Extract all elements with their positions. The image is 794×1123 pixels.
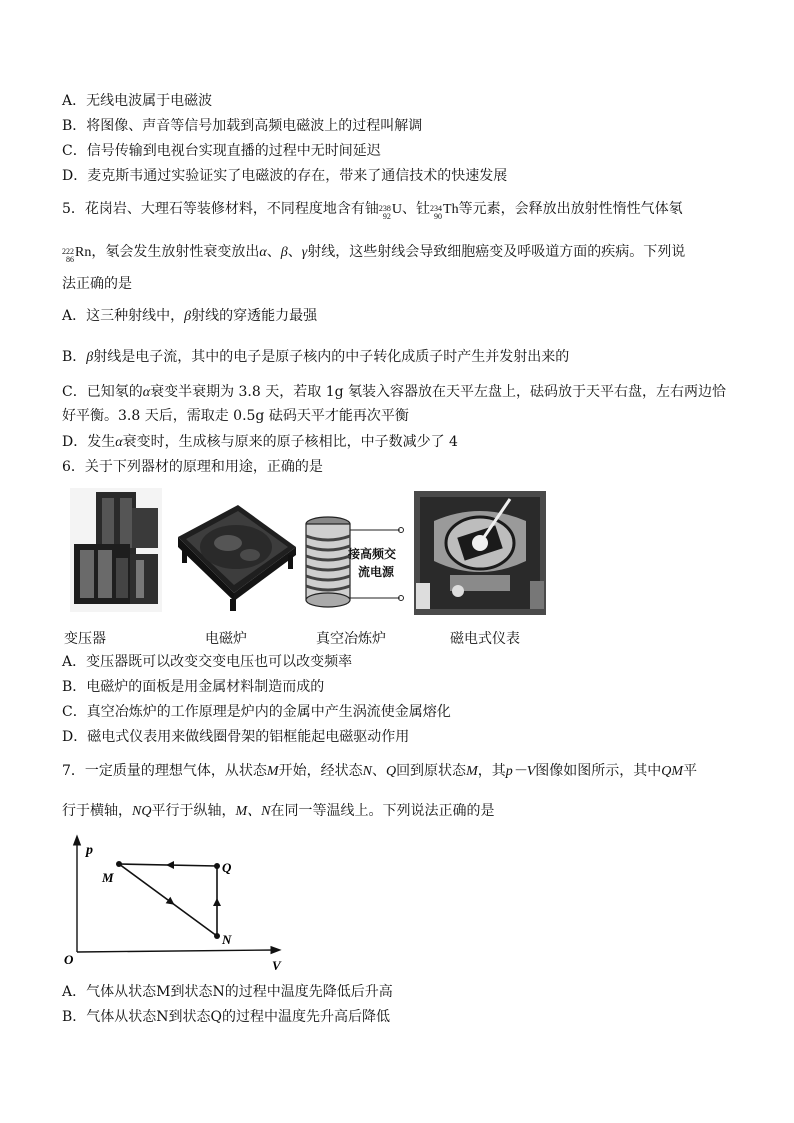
p-axis-label: p: [86, 843, 93, 858]
q6-option-a: A．变压器既可以改变交变电压也可以改变频率: [62, 654, 353, 670]
q5-option-d: D．发生α衰变时，生成核与原来的原子核相比，中子数减少了 4: [62, 434, 458, 450]
q5-option-c: C．已知氡的α衰变半衰期为 3.8 天，若取 1g 氡装入容器放在天平左盘上，砝码放于天平右盘，左右两边恰: [62, 384, 727, 400]
v-axis-label: V: [272, 958, 281, 973]
radon-nuclide: 222 86 Rn: [62, 245, 92, 264]
pv-diagram: [62, 832, 292, 978]
caption-moving-coil-meter: 磁电式仪表: [450, 631, 520, 647]
q4-option-c: C．信号传输到电视台实现直播的过程中无时间延迟: [62, 143, 381, 159]
point-q-label: Q: [222, 860, 232, 875]
origin-label: O: [64, 952, 74, 967]
q6-stem: 6．关于下列器材的原理和用途，正确的是: [62, 459, 323, 475]
q7-option-b: B．气体从状态N到状态Q的过程中温度先升高后降低: [62, 1009, 391, 1025]
arrow-qm: [166, 861, 174, 869]
power-label-1: 接高频交: [348, 547, 397, 561]
q5-stem-line1: 5．花岗岩、大理石等装修材料，不同程度地含有铀 238 92 U、钍 234 90 Th等元素，会释放出放射性惰性气体氡: [62, 201, 683, 221]
power-label-2: 流电源: [358, 565, 395, 579]
point-n: [214, 933, 220, 939]
arrow-nq: [213, 898, 221, 906]
q7-stem-line1: 7．一定质量的理想气体，从状态M开始，经状态N、Q回到原状态M，其p－V图像如图所示，其中QM平: [62, 763, 698, 779]
caption-vacuum-furnace: 真空冶炼炉: [316, 631, 386, 647]
caption-transformer: 变压器: [64, 631, 106, 647]
uranium-nuclide: 238 92 U: [378, 202, 403, 221]
q5-option-c-line2: 好平衡。3.8 天后，需取走 0.5g 砝码天平才能再次平衡: [62, 408, 409, 424]
q6-option-d: D．磁电式仪表用来做线圈骨架的铝框能起电磁驱动作用: [62, 729, 410, 745]
v-axis: [77, 950, 276, 952]
point-m: [116, 861, 122, 867]
q5-stem-line2: 222 86 Rn，氡会发生放射性衰变放出α、β、γ射线，这些射线会导致细胞癌变及呼吸道方面的疾病。下列说: [62, 244, 686, 264]
point-n-label: N: [222, 932, 232, 947]
caption-induction-cooker: 电磁炉: [205, 631, 247, 647]
vacuum-furnace-photo: [302, 514, 410, 614]
moving-coil-meter-photo: [414, 491, 546, 615]
q4-option-d: D．麦克斯韦通过实验证实了电磁波的存在，带来了通信技术的快速发展: [62, 168, 508, 184]
q6-option-b: B．电磁炉的面板是用金属材料制造而成的: [62, 679, 325, 695]
q5-stem-line3: 法正确的是: [62, 276, 132, 292]
q4-option-b: B．将图像、声音等信号加载到高频电磁波上的过程叫解调: [62, 118, 423, 134]
point-m-label: M: [102, 870, 114, 885]
induction-cooker-photo: [168, 497, 298, 615]
transformer-photo: [70, 488, 162, 612]
q7-stem-line2: 行于横轴，NQ平行于纵轴，M、N在同一等温线上。下列说法正确的是: [62, 803, 495, 819]
q5-option-b: B．β射线是电子流，其中的电子是原子核内的中子转化成质子时产生并发射出来的: [62, 349, 570, 365]
q4-option-a: A．无线电波属于电磁波: [62, 93, 213, 109]
thorium-nuclide: 234 90 Th: [430, 202, 459, 221]
arrow-mn: [166, 897, 177, 908]
q6-option-c: C．真空冶炼炉的工作原理是炉内的金属中产生涡流使金属熔化: [62, 704, 451, 720]
q5-option-a: A．这三种射线中，β射线的穿透能力最强: [62, 308, 318, 324]
point-q: [214, 863, 220, 869]
q7-option-a: A．气体从状态M到状态N的过程中温度先降低后升高: [62, 984, 393, 1000]
